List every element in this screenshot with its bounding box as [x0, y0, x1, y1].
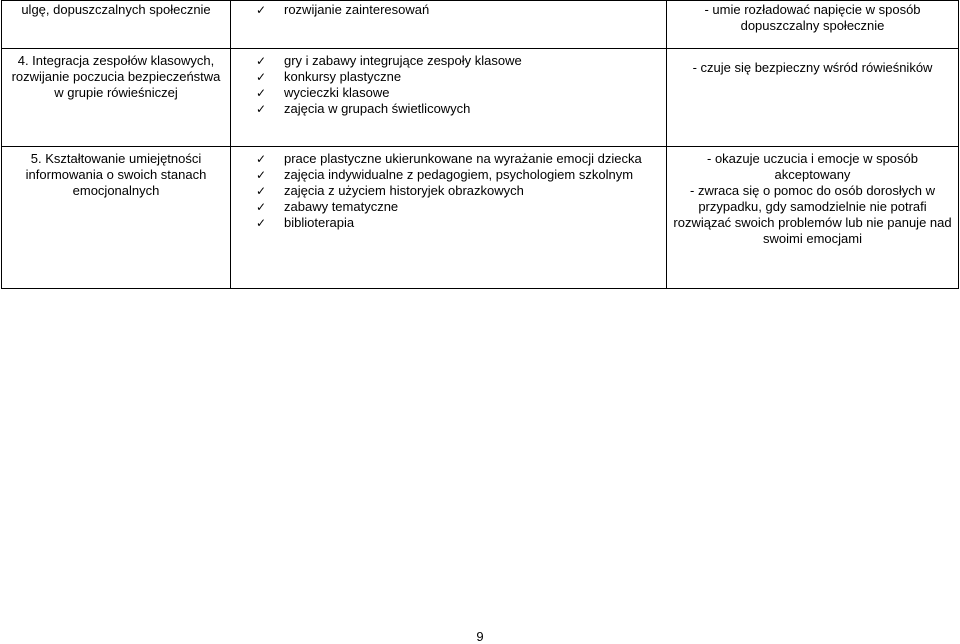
table-row	[2, 147, 959, 289]
effects-block	[667, 147, 958, 247]
activity-text: wycieczki klasowe	[284, 85, 390, 100]
activities-cell	[231, 49, 667, 147]
goal-cell	[2, 147, 231, 289]
effect-text: - zwraca się o pomoc do osób dorosłych w przypadku, gdy samodzielnie nie potrafi rozwiązać swoich problemów lub nie panuje nad swoimi emocjami	[673, 183, 952, 246]
list-item	[256, 101, 660, 117]
program-table	[1, 0, 959, 289]
effects-cell	[667, 147, 959, 289]
table-row	[2, 1, 959, 49]
activity-text: zajęcia indywidualne z pedagogiem, psychologiem szkolnym	[284, 167, 634, 182]
activity-text: konkursy plastyczne	[284, 69, 402, 84]
check-icon: ✓	[256, 168, 267, 182]
goal-text: 5. Kształtowanie umiejętności informowania o swoich stanach emocjonalnych	[25, 151, 207, 198]
activity-text: gry i zabawy integrujące zespoły klasowe	[284, 53, 522, 68]
activity-text: zabawy tematyczne	[284, 199, 399, 214]
check-icon: ✓	[256, 184, 267, 198]
list-item	[256, 2, 660, 18]
activity-text: prace plastyczne ukierunkowane na wyrażanie emocji dziecka	[284, 151, 642, 166]
activity-text: rozwijanie zainteresowań	[284, 2, 430, 17]
activity-text: biblioterapia	[284, 215, 355, 230]
check-icon: ✓	[256, 102, 267, 116]
effects-cell	[667, 1, 959, 49]
page-number: 9	[476, 629, 484, 644]
list-item	[256, 85, 660, 101]
goal-text: 4. Integracja zespołów klasowych, rozwijanie poczucia bezpieczeństwa w grupie rówieśniczej	[11, 53, 221, 100]
goal-text: ulgę, dopuszczalnych społecznie	[21, 2, 211, 17]
list-item	[256, 69, 660, 85]
activity-text: zajęcia w grupach świetlicowych	[284, 101, 471, 116]
effects-block	[667, 49, 958, 76]
effect-text: - czuje się bezpieczny wśród rówieśników	[692, 60, 933, 75]
activities-cell	[231, 1, 667, 49]
effect-text: - umie rozładować napięcie w sposób dopuszczalny społecznie	[704, 2, 921, 33]
effects-cell	[667, 49, 959, 147]
check-icon: ✓	[256, 54, 267, 68]
list-item	[256, 215, 660, 231]
activities-list	[231, 147, 666, 231]
check-icon: ✓	[256, 152, 267, 166]
activity-text: zajęcia z użyciem historyjek obrazkowych	[284, 183, 524, 198]
list-item	[256, 53, 660, 69]
activities-list	[231, 1, 666, 18]
check-icon: ✓	[256, 216, 267, 230]
check-icon: ✓	[256, 3, 267, 17]
goal-cell	[2, 1, 231, 49]
check-icon: ✓	[256, 86, 267, 100]
check-icon: ✓	[256, 70, 267, 84]
activities-list	[231, 49, 666, 117]
list-item	[256, 199, 660, 215]
effect-text: - okazuje uczucia i emocje w sposób akceptowany	[707, 151, 918, 182]
list-item	[256, 167, 660, 183]
list-item	[256, 151, 660, 167]
activities-cell	[231, 147, 667, 289]
table-row	[2, 49, 959, 147]
effects-block	[667, 1, 958, 34]
goal-cell	[2, 49, 231, 147]
check-icon: ✓	[256, 200, 267, 214]
list-item	[256, 183, 660, 199]
